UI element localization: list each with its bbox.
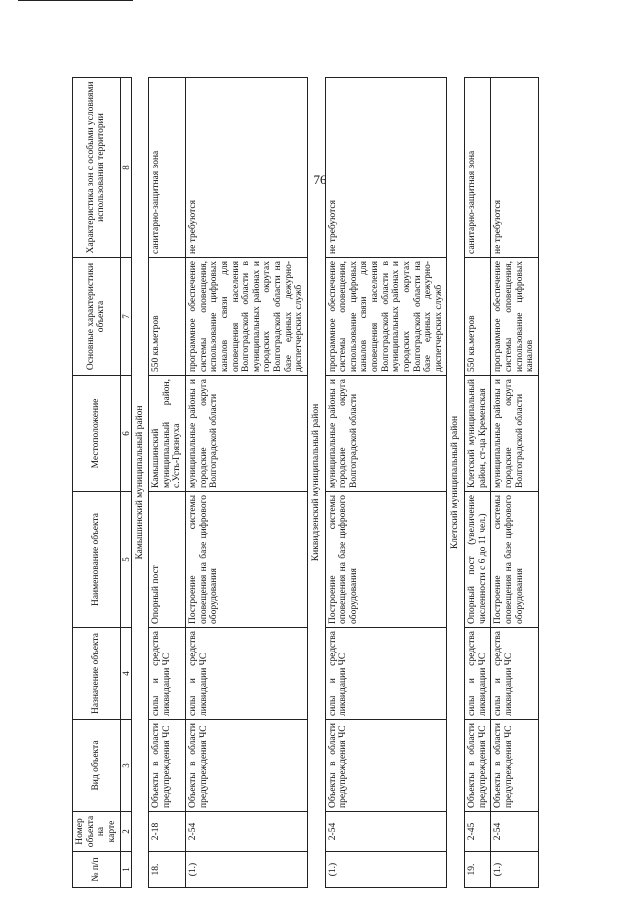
row-characteristics: 550 кв.метров: [149, 258, 186, 376]
header-kind: Вид объекта: [73, 720, 121, 812]
row-zones: санитарно-защитная зона: [465, 78, 491, 258]
row-characteristics: программное обеспечение системы оповещения, использование цифровых каналов связи для оповещения населения Волгоградской области в муниципальных районах и городских округах Волгоградской области на базе единых дежурно-диспетчерских служб: [325, 258, 447, 376]
row-characteristics: программное обеспечение системы оповещения, использование цифровых каналов: [491, 258, 539, 376]
section-row: [131, 78, 149, 888]
column-number: 7: [120, 258, 131, 376]
row-location: Клетский муниципальный район, ст-ца Кременская: [465, 376, 491, 492]
row-location: Камышинский муниципальный район, с.Усть-Грязнуха: [149, 376, 186, 492]
column-number-row: [120, 78, 131, 888]
column-number: 2: [120, 812, 131, 852]
row-kind: Объекты в области предупреждения ЧС: [186, 720, 308, 812]
column-number: 1: [120, 852, 131, 888]
row-kind: Объекты в области предупреждения ЧС: [491, 720, 539, 812]
header-purpose: Назначение объекта: [73, 628, 121, 720]
header-location: Местоположение: [73, 376, 121, 492]
row-map-number: 2-18: [149, 812, 186, 852]
header-row: [73, 78, 121, 888]
column-number: 5: [120, 492, 131, 628]
header-map-number: Номер объекта на карте: [73, 812, 121, 852]
row-purpose: силы и средства ликвидации ЧС: [325, 628, 447, 720]
row-characteristics: 550 кв.метров: [465, 258, 491, 376]
section-title: Киквидзенский муниципальный район: [307, 78, 325, 888]
table-row: [325, 78, 447, 888]
row-num: 19.: [465, 852, 491, 888]
row-num: (1.): [186, 852, 308, 888]
row-name: Опорный пост: [149, 492, 186, 628]
row-location: муниципальные районы и городские округа Волгоградской области: [325, 376, 447, 492]
row-location: муниципальные районы и городские округа Волгоградской области: [491, 376, 539, 492]
row-map-number: 2-54: [491, 812, 539, 852]
row-purpose: силы и средства ликвидации ЧС: [491, 628, 539, 720]
page-number: 76: [313, 172, 327, 187]
rotated-table-container: [72, 78, 612, 888]
row-name: Построение системы оповещения на базе цифрового оборудования: [325, 492, 447, 628]
row-characteristics: программное обеспечение системы оповещения, использование цифровых каналов связи для оповещения населения Волгоградской области в муниципальных районах и городских округах Волгоградской области на базе единых дежурно-диспетчерских служб: [186, 258, 308, 376]
row-zones: не требуются: [186, 78, 308, 258]
row-name: Построение системы оповещения на базе цифрового оборудования: [186, 492, 308, 628]
row-name: Опорный пост (увеличение численности с 6 до 11 чел.): [465, 492, 491, 628]
row-zones: не требуются: [325, 78, 447, 258]
header-name: Наименование объекта: [73, 492, 121, 628]
header-num: № п/п: [73, 852, 121, 888]
table-row: [149, 78, 186, 888]
row-map-number: 2-54: [186, 812, 308, 852]
row-purpose: силы и средства ликвидации ЧС: [465, 628, 491, 720]
section-row: [307, 78, 325, 888]
objects-table: [72, 77, 539, 888]
row-zones: санитарно-защитная зона: [149, 78, 186, 258]
column-number: 3: [120, 720, 131, 812]
section-title: Камышинский муниципальный район: [131, 78, 149, 888]
row-zones: не требуются: [491, 78, 539, 258]
row-map-number: 2-45: [465, 812, 491, 852]
header-rule: [18, 0, 133, 1]
table-row: [491, 78, 539, 888]
header-zones: Характеристика зон с особыми условиями использования территории: [73, 78, 121, 258]
column-number: 4: [120, 628, 131, 720]
row-name: Построение системы оповещения на базе цифрового оборудования: [491, 492, 539, 628]
row-kind: Объекты в области предупреждения ЧС: [149, 720, 186, 812]
table-row: [186, 78, 308, 888]
column-number: 6: [120, 376, 131, 492]
row-map-number: 2-54: [325, 812, 447, 852]
row-purpose: силы и средства ликвидации ЧС: [186, 628, 308, 720]
column-number: 8: [120, 78, 131, 258]
row-purpose: силы и средства ликвидации ЧС: [149, 628, 186, 720]
table-row: [465, 78, 491, 888]
row-kind: Объекты в области предупреждения ЧС: [465, 720, 491, 812]
row-num: (1.): [491, 852, 539, 888]
row-location: муниципальные районы и городские округа Волгоградской области: [186, 376, 308, 492]
row-kind: Объекты в области предупреждения ЧС: [325, 720, 447, 812]
section-row: [447, 78, 465, 888]
header-characteristics: Основные характеристики объекта: [73, 258, 121, 376]
section-title: Клетский муниципальный район: [447, 78, 465, 888]
row-num: 18.: [149, 852, 186, 888]
row-num: (1.): [325, 852, 447, 888]
